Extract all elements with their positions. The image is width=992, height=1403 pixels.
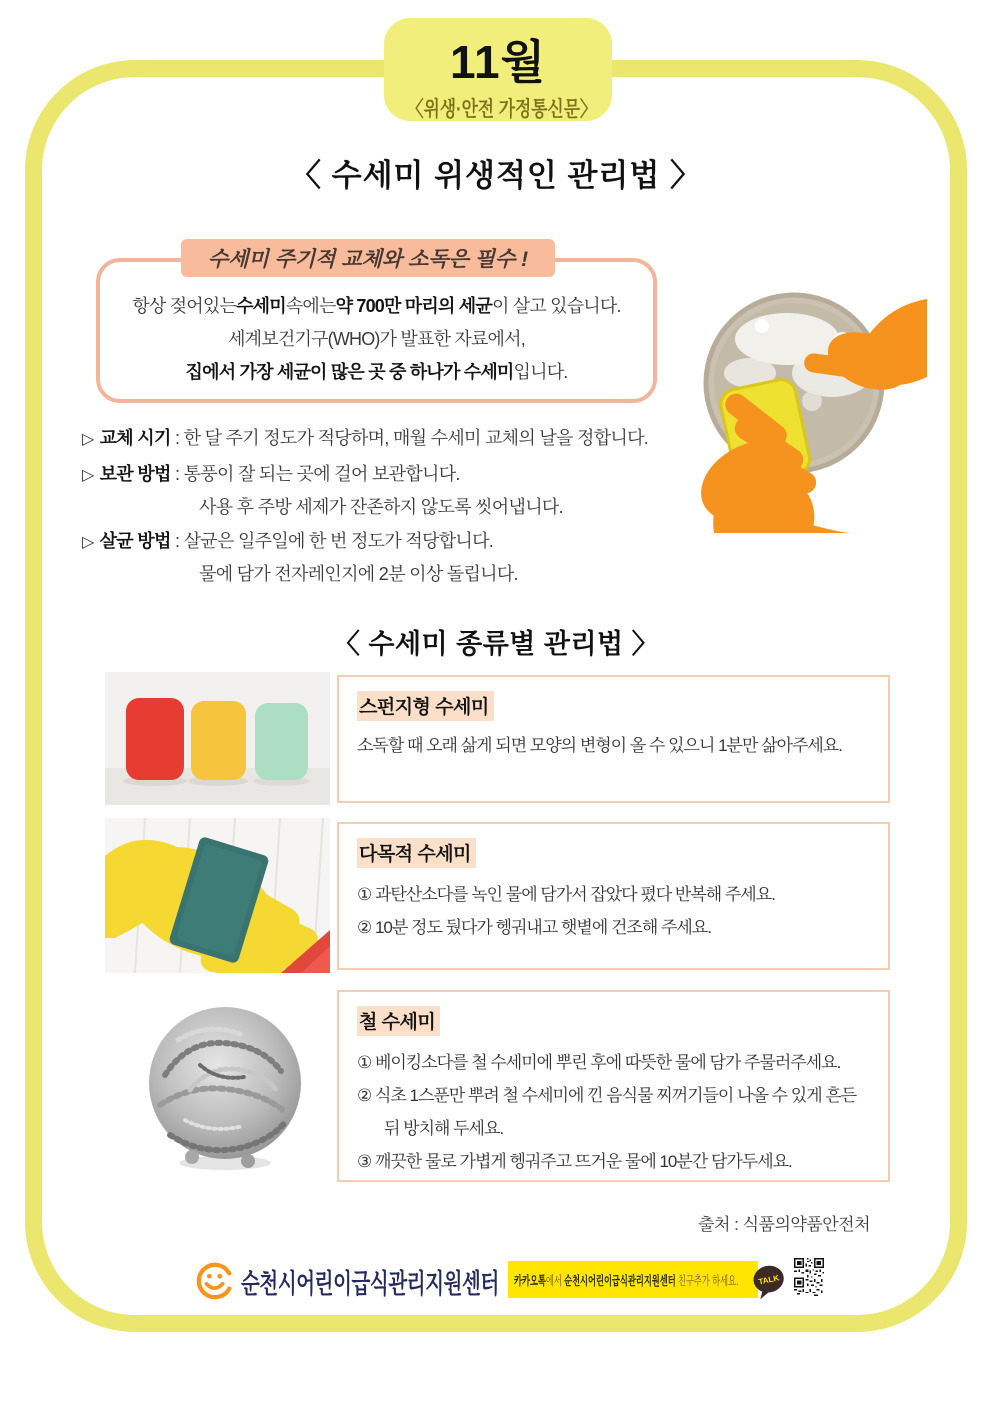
page-title: 〈 수세미 위생적인 관리법 〉 [290,158,702,193]
qr-code [794,1258,824,1296]
notice-line3-bold: 집에서 가장 세균이 많은 곳 중 하나가 수세미 [185,362,514,382]
source-credit: 출처 : 식품의약품안전처 [698,1215,870,1234]
smiley-face-icon [196,1262,234,1300]
notice-tab-title: 수세미 주기적 교체와 소독은 필수 ! [181,239,555,277]
rubber-glove-scouring-pad-photo [105,818,330,973]
svg-text:TALK: TALK [757,1273,780,1287]
kakao-banner-text: 카카오톡에서 순천시어린이급식관리지원센터 친구추가 하세요. [514,1273,739,1288]
notice-line-3 [96,356,657,389]
notice-line3-post: 입니다. [513,362,568,382]
month-badge [384,18,612,121]
notice-line1-mid: 속에는 [285,296,336,316]
triangle-bullet-icon: ▷ [82,534,94,551]
tip-sterilize-cont: 물에 담가 전자레인지에 2분 이상 돌립니다. [199,564,518,584]
card2-title: 다목적 수세미 [357,838,476,868]
kakaotalk-icon [750,1262,788,1300]
tip-row-replacement: ▷ 교체 시기 : 한 달 주기 정도가 적당하며, 매월 수세미 교체의 날을 정합니다. [82,428,649,448]
notice-line1-bold2: 약 700만 마리의 세균 [335,296,492,316]
gloves-dish-photo [692,281,927,533]
tip-row-sterilize: ▷ 살균 방법 : 살균은 일주일에 한 번 정도가 적당합니다. [82,531,494,551]
card3-title: 철 수세미 [357,1006,440,1036]
notice-line1-pre: 항상 젖어있는 [132,296,237,316]
triangle-bullet-icon: ▷ [82,431,94,448]
card-steel-wool [337,990,890,1182]
notice-line-1 [96,290,657,323]
notice-body [96,290,657,389]
card1-title: 스펀지형 수세미 [357,691,494,721]
triangle-bullet-icon: ▷ [82,467,94,484]
card-multipurpose [337,822,890,970]
org-name: 순천시어린이급식관리지원센터 [241,1268,499,1299]
tip-storage-cont: 사용 후 주방 세제가 잔존하지 않도록 씻어냅니다. [199,497,563,517]
card2-item-1: ① 과탄산소다를 녹인 물에 담가서 잡았다 폈다 반복해 주세요. [357,885,775,904]
notice-line-2: 세계보건기구(WHO)가 발표한 자료에서, [228,329,525,349]
kakao-banner [508,1261,758,1298]
section-title: 〈 수세미 종류별 관리법 〉 [332,629,660,659]
tip-row-storage: ▷ 보관 방법 : 통풍이 잘 되는 곳에 걸어 보관합니다. [82,464,460,484]
colored-sponges-photo [105,672,330,805]
card2-item-2: ② 10분 정도 뒀다가 헹궈내고 햇볕에 건조해 주세요. [357,918,711,937]
notice-line1-post: 이 살고 있습니다. [491,296,621,316]
steel-wool-scrubber-photo [130,995,320,1175]
month-title: 11월 [449,36,547,88]
card-sponge-type [337,675,890,803]
card3-item-1: ① 베이킹소다를 철 수세미에 뿌린 후에 따뜻한 물에 담가 주물러주세요. [357,1053,841,1072]
badge-subtitle: 〈위생·안전 가정통신문〉 [406,98,597,121]
card3-item-2: ② 식초 1스푼만 뿌려 철 수세미에 낀 음식물 찌꺼기들이 나올 수 있게 흔든 뒤 방치해 두세요. [357,1086,857,1138]
card1-item-1: 소독할 때 오래 삶게 되면 모양의 변형이 올 수 있으니 1분만 삶아주세요. [357,736,842,755]
card3-item-3: ③ 깨끗한 물로 가볍게 헹궈주고 뜨거운 물에 10분간 담가두세요. [357,1152,792,1171]
notice-line1-bold1: 수세미 [236,296,286,316]
